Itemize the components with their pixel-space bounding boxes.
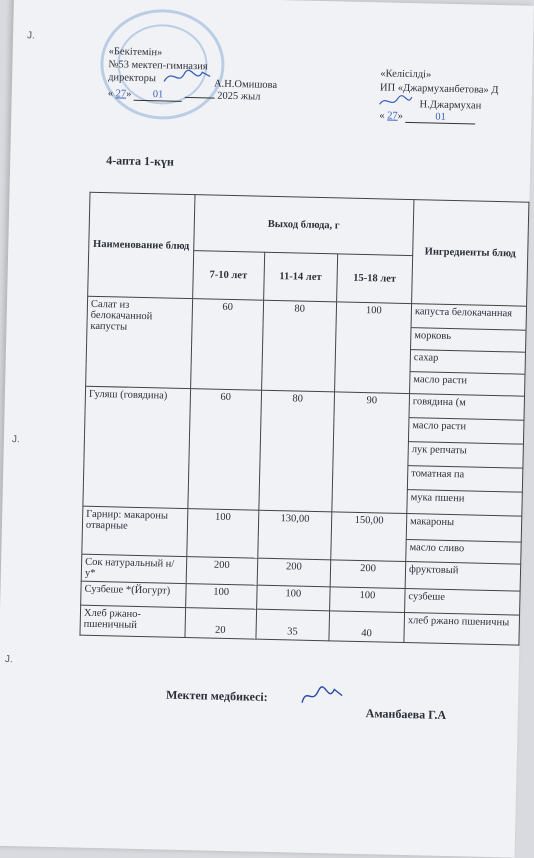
ingredient: масло расти — [408, 418, 524, 445]
ingredient: морковь — [411, 328, 526, 353]
ingredient: макароны — [406, 514, 522, 543]
col-header-age: 11-14 лет — [263, 252, 337, 302]
output-7-10: 200 — [186, 557, 258, 586]
col-header-ingredients: Ингредиенты блюд — [412, 200, 529, 307]
output-15-18: 150,00 — [331, 512, 407, 562]
dish-name: Салат из белокачанной капусты — [86, 296, 193, 388]
ingredient: лук репчаты — [408, 442, 524, 469]
approval-title: «Бекітемін» — [108, 46, 163, 59]
output-11-14: 200 — [257, 558, 331, 587]
nurse-name: Аманбаева Г.А — [365, 706, 447, 722]
dish-name: Сузбеше *(Йогурт) — [81, 581, 186, 607]
nurse-label: Мектеп медбикесі: — [165, 687, 268, 704]
col-header-age: 7-10 лет — [192, 251, 264, 301]
col-header-dish: Наименование блюд — [88, 192, 195, 298]
output-11-14: 130,00 — [257, 510, 331, 560]
output-15-18: 40 — [329, 611, 405, 643]
ingredient: мука пшени — [407, 490, 523, 517]
output-7-10: 60 — [188, 389, 262, 511]
dish-name: Хлеб ржано-пшеничный — [80, 605, 185, 637]
day-heading: 4-апта 1-күн — [106, 153, 175, 169]
col-header-age: 15-18 лет — [337, 254, 413, 304]
approval-school: №53 мектеп-гимназия — [108, 59, 208, 73]
dish-name: Сок натуральный н/у* — [81, 554, 186, 583]
margin-mark: Ј. — [4, 653, 13, 666]
director-signature — [162, 65, 212, 88]
menu-table — [79, 192, 529, 646]
agreement-signature — [377, 92, 413, 111]
margin-mark: Ј. — [26, 30, 35, 42]
dish-name: Гарнир: макароны отварные — [82, 506, 188, 556]
dish-name: Гуляш (говядина) — [83, 386, 190, 508]
output-7-10: 100 — [185, 584, 256, 610]
output-15-18: 90 — [332, 392, 410, 514]
ingredient: томатная па — [407, 466, 523, 493]
ingredient: сахар — [410, 350, 525, 375]
output-15-18: 200 — [330, 560, 406, 589]
output-7-10: 20 — [185, 608, 257, 640]
approval-role: директоры — [108, 72, 157, 85]
output-11-14: 100 — [256, 585, 330, 611]
agreement-date: « 27» 01 — [379, 110, 475, 124]
ingredient: фруктовый — [405, 562, 521, 592]
ingredient: масло расти — [410, 372, 525, 397]
ingredient: капуста белокачанная — [411, 304, 527, 331]
agreement-company: ИП «Джармуханбетова» Д — [379, 82, 499, 97]
col-header-output: Выход блюда, г — [193, 195, 413, 256]
output-7-10: 100 — [187, 509, 259, 559]
nurse-signature — [298, 683, 347, 710]
director-name: А.Н.Омишова — [213, 78, 278, 91]
output-11-14: 35 — [256, 609, 330, 641]
ingredient: сузбеше — [405, 589, 521, 616]
output-11-14: 80 — [261, 300, 336, 392]
output-11-14: 80 — [259, 390, 335, 512]
ingredient: масло сливо — [406, 540, 521, 565]
agreement-title: «Келісілді» — [380, 68, 432, 81]
output-15-18: 100 — [330, 587, 406, 613]
margin-mark: Ј. — [11, 434, 20, 446]
agreement-name: Н.Джармухан — [419, 99, 482, 112]
approval-date: « 27» 01 2025 жыл — [107, 88, 261, 103]
output-15-18: 100 — [334, 302, 411, 394]
ingredient: хлеб ржано пшеничны — [404, 613, 520, 646]
output-7-10: 60 — [190, 299, 263, 391]
ingredient: говядина (м — [409, 394, 525, 421]
